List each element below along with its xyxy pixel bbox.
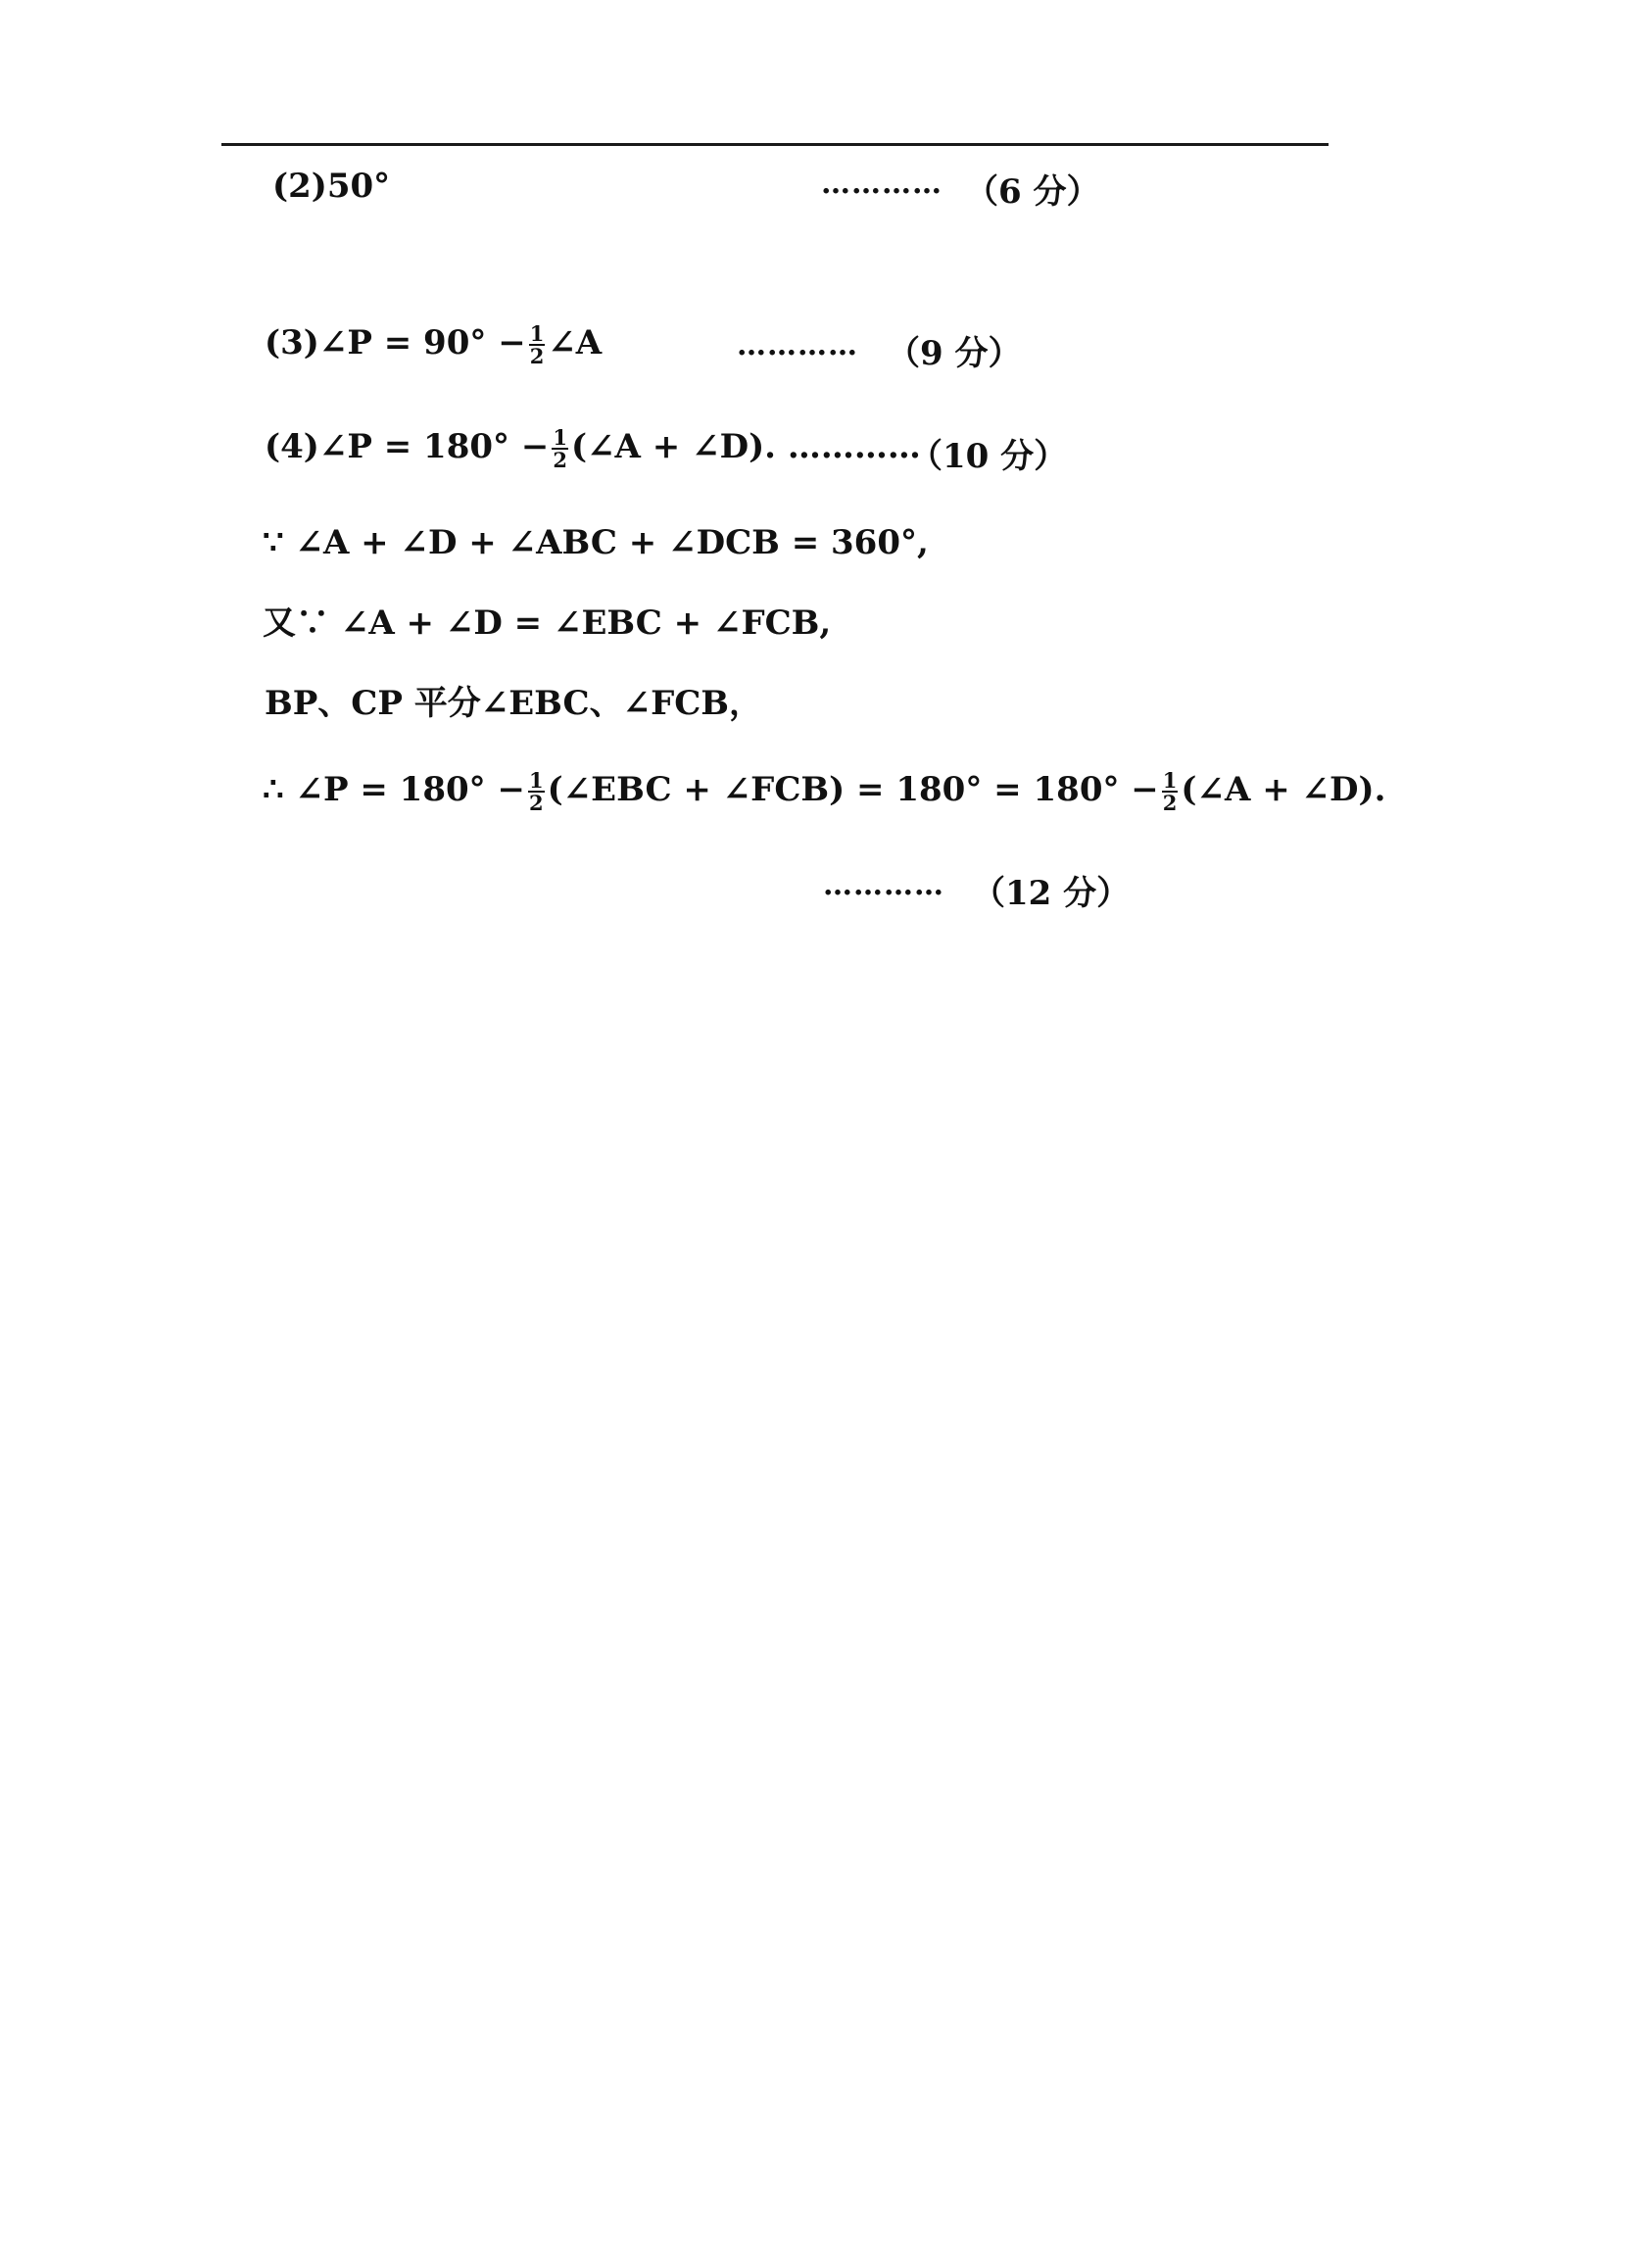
proof-line-4-rhs: (∠A + ∠D).: [1181, 770, 1386, 809]
answer-part3: [265, 323, 602, 366]
proof-line-1: ∵ ∠A + ∠D + ∠ABC + ∠DCB = 360°,: [263, 523, 929, 562]
proof-line-4-middle: (∠EBC + ∠FCB) = 180° = 180° −: [547, 770, 1159, 809]
answer-part4-lhs: (4)∠P = 180° −: [265, 427, 550, 466]
answer-part3-rhs: ∠A: [548, 323, 603, 362]
proof-line-3: BP、CP 平分∠EBC、∠FCB，: [265, 684, 763, 723]
fraction-one-half: $\frac{1}{2}$: [529, 321, 545, 368]
fraction-one-half: $\frac{1}{2}$: [528, 768, 544, 815]
answer-part4-rhs: (∠A + ∠D). …………: [570, 427, 921, 466]
score-leader-dots-part2: …………: [821, 167, 943, 201]
answer-part2: (2)50°: [272, 167, 391, 206]
fraction-one-half: $\frac{1}{2}$: [553, 425, 567, 472]
answer-part4: [265, 427, 921, 470]
fraction-one-half: $\frac{1}{2}$: [1162, 768, 1178, 815]
proof-line-4-lhs: ∴ ∠P = 180° −: [263, 770, 525, 809]
score-part3: （9 分）: [887, 334, 1022, 373]
score-part4: （10 分）: [909, 437, 1068, 476]
score-leader-dots-final: …………: [823, 868, 944, 902]
proof-line-2: 又∵ ∠A + ∠D = ∠EBC + ∠FCB,: [263, 603, 832, 643]
answer-part3-lhs: (3)∠P = 90° −: [265, 323, 526, 362]
score-part2: （6 分）: [965, 172, 1100, 212]
score-leader-dots-part3: …………: [737, 328, 858, 362]
header-rule: [221, 143, 1329, 146]
proof-line-4: [263, 770, 1385, 813]
score-final: （12 分）: [972, 874, 1131, 913]
